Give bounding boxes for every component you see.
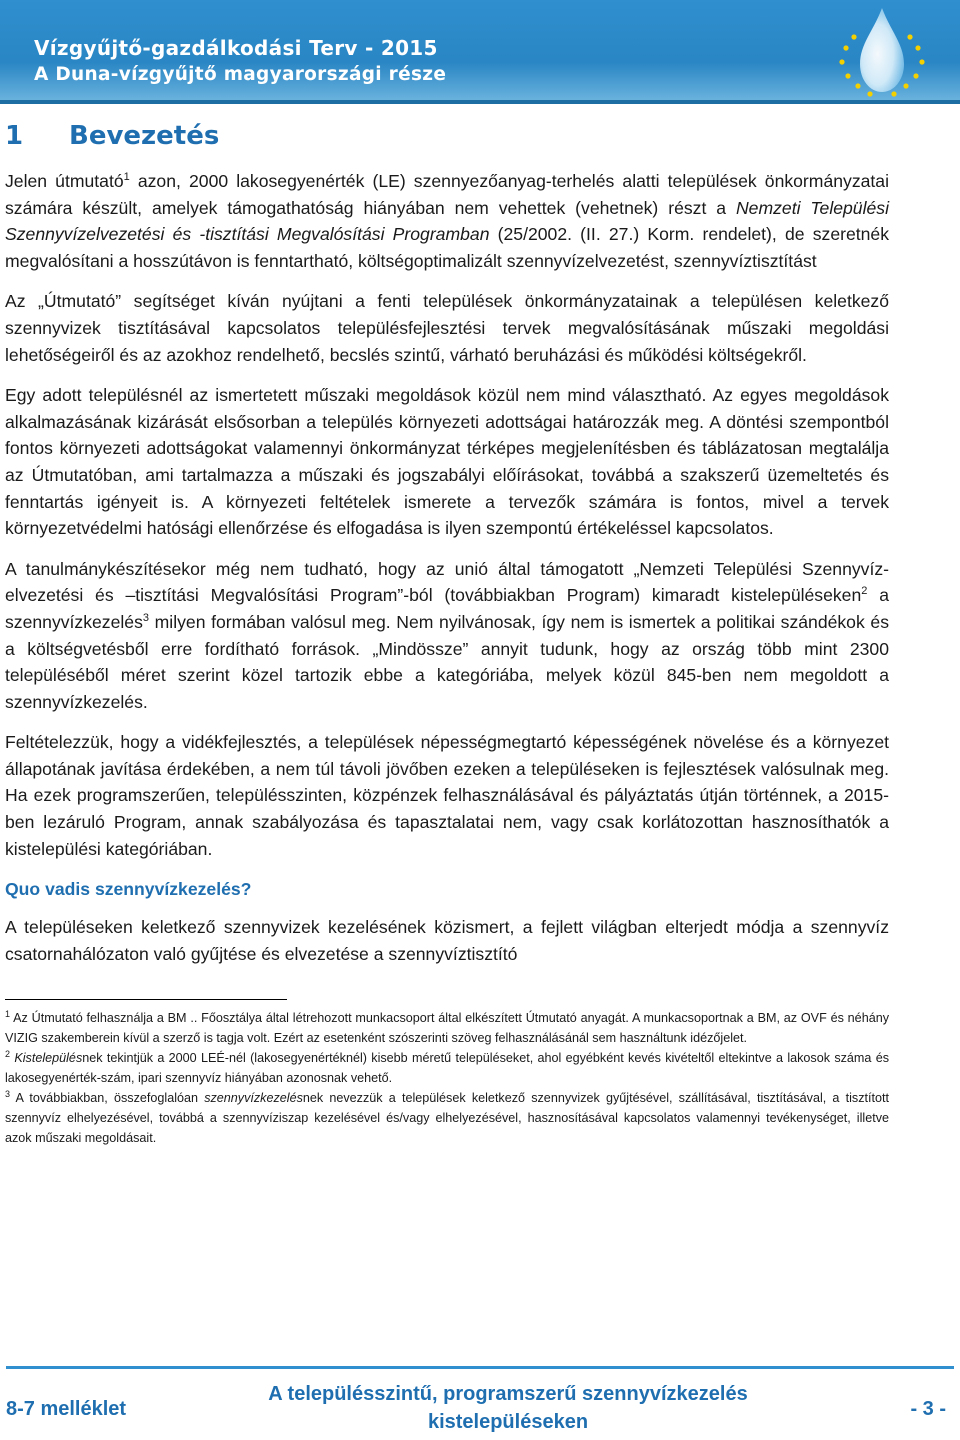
footnote-2 xyxy=(5,1048,889,1088)
footer-title-line-2: kistelepüléseken xyxy=(427,1411,589,1433)
footnote-2-term: Kistelepülés xyxy=(14,1051,83,1066)
footer-divider xyxy=(6,1366,954,1369)
footnote-3-term: szennyvízkezelés xyxy=(204,1091,303,1106)
page-number: - 3 - xyxy=(910,1398,946,1420)
footer-annex-label: 8-7 melléklet xyxy=(6,1398,127,1420)
subheading: Quo vadis szennyvízkezelés? xyxy=(5,879,252,900)
footnote-ref-3[interactable]: 3 xyxy=(142,612,150,625)
paragraph-2: Az „Útmutató” segítséget kíván nyújtani a fenti települések önkormányzatainak a településen keletkező szennyvizek tisztításával kapcsolatos településfejlesztési tervek megvalósításának műszaki megoldási lehetőségeiről és az azokhoz rendelhető, becslés szintű, várható beruházási és működési költségekről. xyxy=(5,291,889,365)
paragraph-4 xyxy=(5,556,889,716)
p4-text-b: a szennyvízkezelés xyxy=(5,585,889,632)
water-drop-logo-icon xyxy=(812,4,952,104)
header-divider xyxy=(0,100,960,104)
p1-text-b: azon, 2000 lakosegyenérték (LE) szennyezőanyag-terhelés alatti települések önkormányzatai számára készült, amelyek támogathatóság hiányában nem vehettek (vehetnek) részt a xyxy=(5,171,889,218)
footnote-1 xyxy=(5,1008,889,1048)
header-subtitle: A Duna-vízgyűjtő magyarországi része xyxy=(34,64,447,85)
footnote-3-number: 3 xyxy=(5,1089,11,1100)
p4-text-a: A tanulmánykészítésekor még nem tudható, hogy az unió által támogatott „Nemzeti Települési Szennyvíz-elvezetési és –tisztítási Megvalósítási Program”-ból (továbbiakban Program) kimaradt kistelepüléseken xyxy=(5,558,889,606)
p4-text-c: milyen formában valósul meg. Nem nyilvánosak, így nem is ismertek a politikai szándékok és a költségvetésből erre fordítható források. „Mindössze” annyit tudunk, hogy az ország több mint 2300 településéből méret szerint közel tartozik ebbe a kategóriába, melyek közül 845-ben nem megoldott a szennyvízkezelés. xyxy=(5,611,889,712)
p1-text-a: Jelen útmutató xyxy=(5,171,124,191)
footnote-3-text-b: nek nevezzük a települések keletkező szennyvizek gyűjtésével, szállításával, tisztításával, a tisztított szennyvíz elhelyezésével, továbbá a szennyvíziszap kezelésével és/vagy elhelyezésével, hasznosításával kapcsolatos valamennyi tevékenységet, illetve azok műszaki megoldásait. xyxy=(5,1091,889,1146)
paragraph-6: A településeken keletkező szennyvizek kezelésének közismert, a fejlett világban elterjedt módja a szennyvíz csatornahálózaton való gyűjtése és elvezetése a szennyvíztisztító xyxy=(5,917,889,964)
section-number: 1 xyxy=(5,121,24,151)
footnote-2-number: 2 xyxy=(5,1049,11,1060)
footnote-2-text: nek tekintjük a 2000 LEÉ-nél (lakosegyenértéknél) kisebb méretű településeket, ahol egyébként kevés kivételtől eltekintve a lakosok száma és lakosegyenérték-szám, ipari szennyvíz hiányában azonosnak vehető. xyxy=(5,1051,890,1086)
paragraph-5: Feltételezzük, hogy a vidékfejlesztés, a települések népességmegtartó képességének növelése és a környezet állapotának javítása érdekében, a nem túl távoli jövőben ezeken a településeken is fejlesztések valósulnak meg. Ha ezek programszerűen, településszinten, közpénzek felhasználásával és pályáztatás útján történnek, a 2015-ben lezáruló Program, annak szabályozása és tapasztalatai nem, vagy csak korlátozottan hasznosíthatók a kistelepülési kategóriában. xyxy=(5,732,889,859)
p1-text-c: (25/2002. (II. 27.) Korm. rendelet), de szeretnék megvalósítani a hosszútávon is fenntartható, költségoptimalizált szennyvízelvezetést, szennyvíztisztítást xyxy=(5,224,889,271)
paragraph-3: Egy adott településnél az ismertetett műszaki megoldások közül nem mind választható. Az egyes megoldások alkalmazásának kizárását elsősorban a település környezeti adottságai határozzák meg. A döntési szempontból fontos környezeti adottságokat valamennyi önkormányzat térképes megjelenítésben és táblázatosan megtalálja az Útmutatóban, ami tartalmazza a műszaki és jogszabályi előírásokat, továbbá a szakszerű üzemeltetés és fenntartás igényeit is. A környezeti feltételek ismerete a tervezők számára is fontos, mivel a tervek környezetvédelmi hatósági ellenőrzése és elfogadása is ilyen szempontú értékeléssel kapcsolatos. xyxy=(5,385,889,539)
footnote-1-text: Az Útmutató felhasználja a BM .. Főosztálya által létrehozott munkacsoport által elkészített Útmutató anyagát. A munkacsoportnak a BM, az OVF és néhány VIZIG szakemberein kívül a szerző is tagja volt. Ezért az esetenként szószerinti szöveg felhasználásánál sem használtunk idézőjelet. xyxy=(5,1011,889,1046)
footnote-1-number: 1 xyxy=(5,1009,11,1020)
page-header xyxy=(0,0,960,104)
document-body xyxy=(5,114,889,1148)
footer-document-title xyxy=(168,1380,848,1436)
paragraph-1 xyxy=(5,168,889,274)
section-title: Bevezetés xyxy=(69,121,220,151)
footnote-ref-2[interactable]: 2 xyxy=(861,585,868,598)
footnote-3-text-a: A továbbiakban, összefoglalóan xyxy=(10,1091,205,1106)
section-heading xyxy=(5,114,889,158)
p1-program-name: Nemzeti Települési Szennyvízelvezetési és -tisztítási Megvalósítási Programban xyxy=(5,197,889,245)
header-title: Vízgyűjtő-gazdálkodási Terv - 2015 xyxy=(34,36,438,60)
footer-title-line-1: A településszintű, programszerű szennyvízkezelés xyxy=(268,1383,748,1405)
footnote-3 xyxy=(5,1088,889,1148)
footnote-divider xyxy=(5,999,287,1000)
footnote-ref-1[interactable]: 1 xyxy=(123,171,130,184)
